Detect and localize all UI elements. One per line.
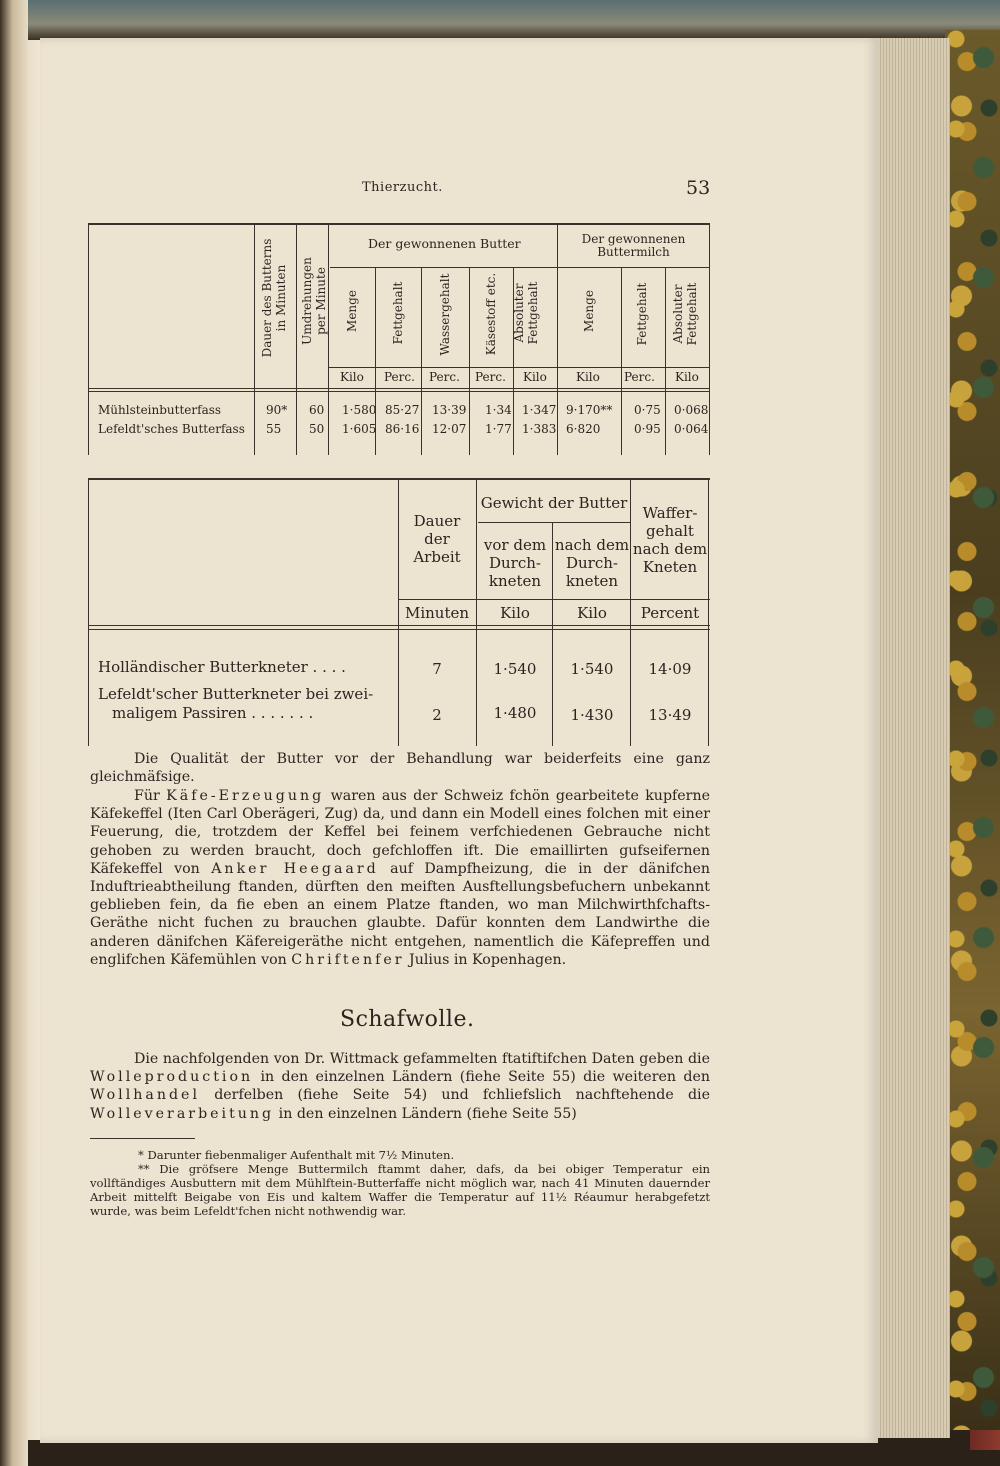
header-vor: vor dem	[483, 536, 547, 554]
row-name-continued: maligem Passiren . . . . . . .	[112, 704, 314, 722]
unit-kilo: Kilo	[675, 370, 699, 384]
unit-perc: Perc.	[429, 370, 460, 384]
table-cell: 1·347	[522, 403, 557, 417]
table-cell: 90*	[266, 403, 288, 417]
table-cell: 85·27	[385, 403, 420, 417]
table-cell: 13·39	[432, 403, 467, 417]
table-cell: 0·95	[634, 422, 661, 436]
paragraph-quality	[90, 750, 710, 786]
unit-minuten: Minuten	[404, 604, 470, 622]
unit-kilo: Kilo	[340, 370, 364, 384]
header-wasser: nach dem	[632, 540, 708, 558]
unit-kilo: Kilo	[523, 370, 547, 384]
table-cell: 1·34	[485, 403, 512, 417]
section-title: Schafwolle.	[340, 1007, 475, 1032]
header-gewicht: Gewicht der Butter	[480, 494, 628, 512]
header-dauer-arbeit-2: der	[424, 530, 450, 548]
unit-perc: Perc.	[624, 370, 655, 384]
unit-percent: Percent	[640, 604, 700, 622]
text-span: in den einzelnen Ländern (fiehe Seite 55)	[274, 1105, 577, 1122]
text-span-spaced: Käfe-Erzeugung	[166, 788, 325, 804]
marbled-endpaper	[945, 30, 1000, 1430]
text-span: derfelben (fiehe Seite 54) und fchliefslich nachftehende die	[199, 1087, 710, 1104]
table-cell: 1·480	[493, 704, 537, 722]
table-cell: 1·605	[342, 422, 377, 436]
row-name: Lefeldt'scher Butterkneter bei zwei-	[98, 685, 374, 703]
page-stack-edges	[875, 38, 950, 1438]
header-dauer-unit: in Minuten	[274, 264, 288, 332]
text-line: Die Qualität der Butter vor der Behandlung war beiderfeits eine ganz	[134, 751, 710, 767]
header-abs-fett-2: Fettgehalt	[526, 281, 540, 345]
table-cell: 86·16	[385, 422, 420, 436]
table-cell: 1·383	[522, 422, 557, 436]
unit-perc: Perc.	[475, 370, 506, 384]
table-cell: 50	[309, 422, 325, 436]
text-span-spaced: Wolleverarbeitung	[90, 1105, 275, 1122]
header-butter-group: Der gewonnenen Butter	[368, 236, 521, 251]
text-span: auf Dampfheizung, die in der dänifchen Induftrieabtheilung ftanden, dürften den meiften Ausftellungsbefuchern unbekannt geblieben fein, da fie eben an einem Platze ftanden, wo man Milchwirthfchafts-Geräthe nicht fuchen zu brauchen glaubte. Dafür konnten dem Landwirthe die anderen dänifchen Käfereigeräthe nicht entgehen, namentlich die Käfepreffen und englifchen Käfemühlen von	[90, 860, 710, 968]
table-cell: 1·77	[485, 422, 512, 436]
text-line: gleichmäfsige.	[90, 769, 195, 786]
header-bm-fett: Fettgehalt	[635, 282, 649, 346]
header-kasestoff: Käsestoff etc.	[484, 272, 498, 356]
table-cell: 1·580	[342, 403, 377, 417]
header-wasser: gehalt	[646, 522, 694, 540]
table-cell: 7	[432, 660, 442, 678]
unit-kilo: Kilo	[576, 370, 600, 384]
footnote-rule	[90, 1138, 195, 1139]
paragraph-kaese	[90, 787, 710, 969]
header-wasser: Waffer-	[642, 504, 698, 522]
table-cell: 60	[309, 403, 325, 417]
text-span: waren aus der Schweiz fchön gearbeitete kupferne Käfekeffel (Iten Carl Oberägeri, Zug) da, und dann ein Modell eines folchen mit einer Feuerung, die, trotzdem der Keffel bei feinem verfchiedenen Gebrauche nicht gehoben zu werden braucht, doch gefchloffen ift. Die emaillirten gufseifernen Käfekeffel von	[90, 788, 710, 877]
header-nach: nach dem	[554, 536, 630, 554]
text-span-spaced: Anker Heegaard	[211, 860, 379, 877]
table-cell: 1·430	[570, 706, 614, 724]
header-bm-abs-fett-1: Absoluter	[671, 284, 685, 344]
text-span: Die nachfolgenden von Dr. Wittmack gefammelten ftatiftifchen Daten geben die	[134, 1051, 710, 1067]
text-span-spaced: Chriftenfer	[291, 951, 405, 968]
page-number: 53	[686, 177, 711, 199]
running-header: Thierzucht.	[362, 180, 443, 195]
unit-perc: Perc.	[384, 370, 415, 384]
table-cell: 0·064	[674, 422, 709, 436]
header-bm-menge: Menge	[582, 290, 596, 332]
row-name: Mühlsteinbutterfass	[98, 403, 222, 417]
header-vor: kneten	[488, 572, 542, 590]
table-cell: 12·07	[432, 422, 467, 436]
header-dauer-arbeit-3: Arbeit	[413, 548, 461, 566]
text-span-spaced: Wollhandel	[90, 1087, 200, 1104]
header-dauer: Dauer des Butterns	[260, 238, 274, 358]
text-span-spaced: Wolleproduction	[90, 1069, 254, 1086]
row-name: Holländischer Butterkneter . . . .	[98, 658, 346, 676]
table-cell: 14·09	[648, 660, 692, 678]
header-wassergehalt: Wassergehalt	[438, 273, 452, 356]
table-cell: 55	[266, 422, 282, 436]
table-cell: 13·49	[648, 706, 692, 724]
table-cell: 0·068	[674, 403, 709, 417]
table-cell: 6·820	[566, 422, 601, 436]
header-vor: Durch-	[489, 554, 541, 572]
row-name: Lefeldt'sches Butterfass	[98, 422, 245, 436]
header-bm-abs-fett-2: Fettgehalt	[685, 282, 699, 346]
footnote-2: ** Die gröfsere Menge Buttermilch ftammt daher, dafs, da bei obiger Temperatur ein vollftändiges Ausbuttern mit dem Mühlftein-Butterfaffe nicht möglich war, nach 41 Minuten dauernder Arbeit mittelft Beigabe von Eis und kaltem Waffer die Temperatur auf 11½ Réaumur herabgefetzt wurde, was beim Lefeldt'fchen nicht nothwendig war.	[90, 1162, 710, 1218]
paragraph-wolle	[90, 1050, 710, 1123]
header-buttermilch-group-2: Buttermilch	[597, 245, 670, 259]
header-nach: Durch-	[566, 554, 618, 572]
header-nach: kneten	[565, 572, 619, 590]
header-abs-fett-1: Absoluter	[512, 283, 526, 343]
header-wasser: Kneten	[642, 558, 698, 576]
unit-kilo: Kilo	[577, 604, 607, 622]
text-span: in den einzelnen Ländern (fiehe Seite 55) die weiteren den	[253, 1069, 710, 1086]
header-umdrehungen: Umdrehungen	[300, 257, 314, 345]
header-dauer-arbeit-1: Dauer	[413, 512, 461, 530]
unit-kilo: Kilo	[500, 604, 530, 622]
text-span: Julius in Kopenhagen.	[404, 951, 567, 968]
table-cell: 1·540	[493, 660, 537, 678]
header-buttermilch-group-1: Der gewonnenen	[581, 232, 686, 246]
butter-yield-table	[88, 223, 710, 455]
book-top-edge	[0, 0, 1000, 40]
header-umdrehungen-unit: per Minute	[314, 267, 328, 335]
text-span: Für	[134, 788, 167, 804]
header-fettgehalt: Fettgehalt	[391, 281, 405, 345]
footnote-1: * Darunter fiebenmaliger Aufenthalt mit 7½ Minuten.	[138, 1148, 455, 1162]
table-cell: 2	[432, 706, 442, 724]
butter-kneading-table	[88, 478, 710, 746]
header-menge: Menge	[345, 290, 359, 332]
table-cell: 9·170**	[566, 403, 613, 417]
table-cell: 1·540	[570, 660, 614, 678]
book-spine	[0, 0, 28, 1466]
table-cell: 0·75	[634, 403, 661, 417]
